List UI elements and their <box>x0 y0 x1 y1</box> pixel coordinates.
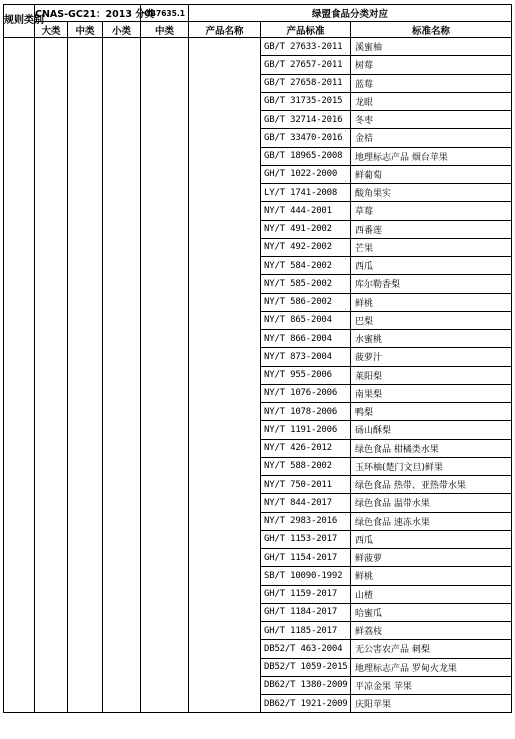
standard-name-cell: 地理标志产品 罗甸火龙果 <box>351 658 512 676</box>
standard-name-cell: 平凉金果 苹果 <box>351 676 512 694</box>
standard-name-cell: 酸角果实 <box>351 184 512 202</box>
standard-name-cell: 玉环柚(楚门文旦)鲜果 <box>351 457 512 475</box>
standard-name-cell: 草莓 <box>351 202 512 220</box>
standard-name-cell: 菠萝汁 <box>351 348 512 366</box>
empty-merged-cell <box>35 38 68 713</box>
standard-code-cell: NY/T 844-2017 <box>261 494 351 512</box>
standard-code-cell: DB62/T 1921-2009 <box>261 695 351 713</box>
standard-name-cell: 西瓜 <box>351 257 512 275</box>
classification-table <box>3 4 512 713</box>
standard-name-cell: 鲜桃 <box>351 567 512 585</box>
gb-middle-class-header: 中类 <box>141 22 189 38</box>
standard-name-cell: 莱阳梨 <box>351 366 512 384</box>
standard-name-header: 标准名称 <box>351 22 512 38</box>
standard-code-cell: GB/T 31735-2015 <box>261 92 351 110</box>
standard-name-cell: 巴梨 <box>351 311 512 329</box>
standard-code-cell: NY/T 1191-2006 <box>261 421 351 439</box>
standard-code-cell: NY/T 491-2002 <box>261 220 351 238</box>
standard-code-cell: NY/T 584-2002 <box>261 257 351 275</box>
empty-merged-cell <box>141 38 189 713</box>
standard-code-cell: NY/T 865-2004 <box>261 311 351 329</box>
standard-code-cell: DB62/T 1380-2009 <box>261 676 351 694</box>
standard-name-cell: 冬枣 <box>351 111 512 129</box>
standard-code-cell: NY/T 426-2012 <box>261 439 351 457</box>
product-standard-header: 产品标准 <box>261 22 351 38</box>
empty-merged-cell <box>4 38 35 713</box>
standard-code-cell: NY/T 1078-2006 <box>261 403 351 421</box>
standard-name-cell: 库尔勒香梨 <box>351 275 512 293</box>
standard-name-cell: 砀山酥梨 <box>351 421 512 439</box>
standard-name-cell: 树莓 <box>351 56 512 74</box>
standard-code-cell: NY/T 586-2002 <box>261 293 351 311</box>
standard-code-cell: GB/T 32714-2016 <box>261 111 351 129</box>
standard-code-cell: NY/T 585-2002 <box>261 275 351 293</box>
table-row <box>4 38 512 56</box>
standard-name-cell: 金桔 <box>351 129 512 147</box>
standard-name-cell: 西瓜 <box>351 530 512 548</box>
standard-name-cell: 绿色食品 柑橘类水果 <box>351 439 512 457</box>
standard-code-cell: DB52/T 1059-2015 <box>261 658 351 676</box>
standard-code-cell: SB/T 10090-1992 <box>261 567 351 585</box>
standard-name-cell: 水蜜桃 <box>351 330 512 348</box>
standard-code-cell: GB/T 27658-2011 <box>261 74 351 92</box>
minor-class-header: 小类 <box>103 22 141 38</box>
empty-merged-cell <box>68 38 103 713</box>
standard-code-cell: GH/T 1154-2017 <box>261 549 351 567</box>
standard-code-cell: NY/T 873-2004 <box>261 348 351 366</box>
standard-name-cell: 鸭梨 <box>351 403 512 421</box>
standard-name-cell: 无公害农产品 刺梨 <box>351 640 512 658</box>
standard-code-cell: GH/T 1185-2017 <box>261 622 351 640</box>
standard-name-cell: 西番莲 <box>351 220 512 238</box>
standard-name-cell: 南果梨 <box>351 384 512 402</box>
standard-code-cell: NY/T 750-2011 <box>261 476 351 494</box>
standard-code-cell: NY/T 955-2006 <box>261 366 351 384</box>
standard-code-cell: GB/T 18965-2008 <box>261 147 351 165</box>
standard-code-cell: GH/T 1159-2017 <box>261 585 351 603</box>
standard-name-cell: 绿色食品 温带水果 <box>351 494 512 512</box>
middle-class-header: 中类 <box>68 22 103 38</box>
standard-code-cell: NY/T 492-2002 <box>261 238 351 256</box>
product-name-header: 产品名称 <box>189 22 261 38</box>
standard-name-cell: 鲜桃 <box>351 293 512 311</box>
standard-name-cell: 龙眼 <box>351 92 512 110</box>
standard-name-cell: 哈蜜瓜 <box>351 603 512 621</box>
cnas-group-header: CNAS-GC21：2013 分类 <box>35 5 141 22</box>
standard-code-cell: DB52/T 463-2004 <box>261 640 351 658</box>
rule-category-header: 规则类别 <box>4 5 35 38</box>
standard-code-cell: GH/T 1022-2000 <box>261 165 351 183</box>
standard-code-cell: NY/T 444-2001 <box>261 202 351 220</box>
standard-name-cell: 溪蜜柚 <box>351 38 512 56</box>
gb-code-header: GB7635.1 <box>141 5 189 22</box>
standard-name-cell: 山楂 <box>351 585 512 603</box>
standard-code-cell: NY/T 866-2004 <box>261 330 351 348</box>
standard-code-cell: GB/T 27633-2011 <box>261 38 351 56</box>
empty-merged-cell <box>189 38 261 713</box>
empty-merged-cell <box>103 38 141 713</box>
major-class-header: 大类 <box>35 22 68 38</box>
standard-code-cell: NY/T 2983-2016 <box>261 512 351 530</box>
green-food-group-header: 绿盟食品分类对应 <box>189 5 512 22</box>
standard-name-cell: 鲜葡萄 <box>351 165 512 183</box>
standard-code-cell: GH/T 1184-2017 <box>261 603 351 621</box>
standard-name-cell: 地理标志产品 烟台苹果 <box>351 147 512 165</box>
standard-name-cell: 鲜菠萝 <box>351 549 512 567</box>
standard-code-cell: LY/T 1741-2008 <box>261 184 351 202</box>
standard-name-cell: 蓝莓 <box>351 74 512 92</box>
table-body <box>4 38 512 713</box>
standard-name-cell: 庆阳苹果 <box>351 695 512 713</box>
standard-code-cell: GB/T 27657-2011 <box>261 56 351 74</box>
standard-name-cell: 绿色食品 速冻水果 <box>351 512 512 530</box>
standard-code-cell: GB/T 33470-2016 <box>261 129 351 147</box>
standard-code-cell: NY/T 1076-2006 <box>261 384 351 402</box>
standard-code-cell: GH/T 1153-2017 <box>261 530 351 548</box>
standard-code-cell: NY/T 588-2002 <box>261 457 351 475</box>
standard-name-cell: 芒果 <box>351 238 512 256</box>
standard-name-cell: 绿色食品 热带、亚热带水果 <box>351 476 512 494</box>
standard-name-cell: 鲜荔枝 <box>351 622 512 640</box>
